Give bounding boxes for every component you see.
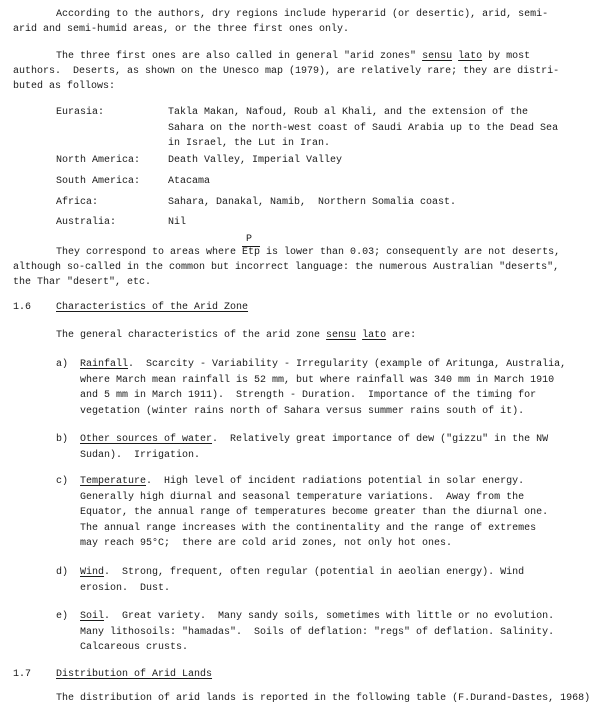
section-number [13, 669, 31, 681]
section-heading [56, 302, 248, 314]
region-name [56, 155, 140, 167]
item-line [80, 611, 554, 623]
text-segment: although so-called in the common but incorrect language: the numerous Australian "deserts", [13, 262, 560, 273]
text-segment: Sahara, Danakal, Namib, Northern Somalia coast. [168, 197, 457, 208]
region-deserts [168, 123, 558, 135]
item-title: Rainfall [80, 359, 129, 370]
item-letter [56, 567, 68, 579]
text-segment: Calcareous crusts. [80, 642, 189, 653]
text-segment: erosion. Dust. [80, 582, 171, 594]
text-segment: a) [56, 359, 69, 370]
region-deserts [168, 217, 186, 229]
text-segment: Nil [168, 217, 187, 228]
text-segment: Africa: [56, 197, 99, 208]
ratio-fraction [242, 234, 261, 259]
text-segment: are: [386, 330, 417, 341]
item-line [80, 583, 170, 595]
item-line [80, 492, 524, 504]
item-line [80, 507, 548, 519]
text-segment: . Strong, frequent, often regular (potential in aeolian energy). Wind [104, 567, 525, 578]
region-name [56, 197, 98, 209]
region-name [56, 217, 116, 229]
text-segment: The three first ones are also called in general "arid zones" [56, 51, 423, 62]
text-segment: d) [56, 567, 69, 578]
text-segment: Equator, the annual range of temperatures become greater than the diurnal one. [80, 507, 549, 518]
text-segment: Atacama [168, 176, 211, 187]
region-deserts [168, 197, 456, 209]
text-segment: b) [56, 434, 69, 445]
item-line [80, 390, 536, 402]
text-segment: South America: [56, 176, 141, 187]
item-title: Temperature [80, 476, 147, 487]
text-line [56, 330, 416, 342]
text-segment: 1.6 [13, 302, 32, 313]
text-segment: where March mean rainfall is 52 mm, but where rainfall was 340 mm in March 1910 [80, 374, 555, 386]
text-segment: the Thar "desert", etc. [13, 277, 152, 288]
text-segment: and 5 mm in March 1911). Strength - Duration. Importance of the timing for [80, 390, 537, 401]
text-segment: Generally high diurnal and seasonal temperature variations. Away from the [80, 491, 525, 503]
text-line [56, 9, 548, 21]
region-deserts [168, 138, 330, 150]
fraction-denominator: Etp [242, 247, 261, 258]
text-segment: The annual range increases with the continentality and the range of extremes [80, 522, 537, 534]
text-segment: The general characteristics of the arid zone [56, 330, 327, 341]
fraction-numerator: P [246, 234, 253, 245]
text-segment: by most [482, 51, 531, 62]
item-line [80, 523, 536, 535]
item-line [80, 359, 566, 371]
item-letter [56, 359, 68, 371]
text-line [56, 234, 561, 259]
text-line [56, 51, 530, 63]
section-heading [56, 669, 212, 681]
text-segment: Sahara on the north-west coast of Saudi Arabia up to the Dead Sea [168, 123, 559, 134]
text-segment: is lower than 0.03; consequently are not deserts, [260, 247, 561, 258]
section-number [13, 302, 31, 314]
text-line [13, 262, 559, 274]
text-segment: may reach 95°C; there are cold arid zones, not only hot ones. [80, 538, 453, 549]
text-segment: authors. Deserts, as shown on the Unesco map (1979), are relatively rare; they are distri- [13, 66, 560, 77]
text-line [13, 277, 151, 289]
text-segment: . Scarcity - Variability - Irregularity (example of Aritunga, Australia, [128, 359, 567, 370]
text-segment: . Great variety. Many sandy soils, sometimes with little or no evolution. [104, 611, 555, 622]
text-segment: e) [56, 611, 69, 622]
text-segment: The distribution of arid lands is reported in the following table (F.Durand-Dastes, 1968) [56, 693, 591, 704]
text-segment: 1.7 [13, 669, 32, 680]
text-segment: . Relatively great importance of dew ("gizzu" in the NW [212, 434, 549, 445]
section-title: Distribution of Arid Lands [56, 669, 213, 680]
text-segment: Sudan). Irrigation. [80, 449, 201, 461]
text-segment: Eurasia: [56, 107, 105, 118]
text-line [13, 81, 115, 93]
text-segment: arid and semi-humid areas, or the three first ones only. [13, 24, 350, 35]
item-line [80, 450, 200, 462]
item-letter [56, 611, 68, 623]
item-line [80, 567, 524, 579]
text-segment: North America: [56, 155, 141, 166]
text-line [13, 24, 349, 36]
item-title: Soil [80, 611, 105, 622]
emphasis-lato: lato [362, 330, 387, 341]
item-title: Wind [80, 567, 105, 578]
region-deserts [168, 176, 210, 188]
region-deserts [168, 107, 528, 119]
item-letter [56, 434, 68, 446]
item-line [80, 375, 554, 387]
text-segment: Death Valley, Imperial Valley [168, 155, 343, 166]
item-letter [56, 476, 68, 488]
text-segment: According to the authors, dry regions include hyperarid (or desertic), arid, semi- [56, 9, 549, 20]
region-name [56, 176, 140, 188]
text-segment: They correspond to areas where [56, 247, 243, 258]
emphasis-sensu: sensu [326, 330, 357, 341]
item-line [80, 642, 188, 654]
text-line [56, 693, 590, 705]
item-line [80, 434, 548, 446]
item-line [80, 476, 524, 488]
text-line [13, 66, 559, 78]
item-line [80, 538, 452, 550]
item-line [80, 627, 554, 639]
text-segment: Many lithosoils: "hamadas". Soils of deflation: "regs" of deflation. Salinity. [80, 626, 555, 638]
section-title: Characteristics of the Arid Zone [56, 302, 249, 313]
region-name [56, 107, 104, 119]
text-segment: buted as follows: [13, 81, 116, 92]
text-segment: c) [56, 476, 69, 487]
region-deserts [168, 155, 342, 167]
text-segment: . High level of incident radiations potential in solar energy. [146, 476, 525, 487]
emphasis-sensu: sensu [422, 51, 453, 62]
text-segment: Takla Makan, Nafoud, Roub al Khali, and the extension of the [168, 107, 529, 118]
item-line [80, 406, 524, 418]
emphasis-lato: lato [458, 51, 483, 62]
text-segment: vegetation (winter rains north of Sahara versus summer rains south of it). [80, 405, 525, 417]
item-title: Other sources of water [80, 434, 213, 445]
text-segment: Australia: [56, 217, 117, 228]
text-segment: in Israel, the Lut in Iran. [168, 138, 331, 149]
